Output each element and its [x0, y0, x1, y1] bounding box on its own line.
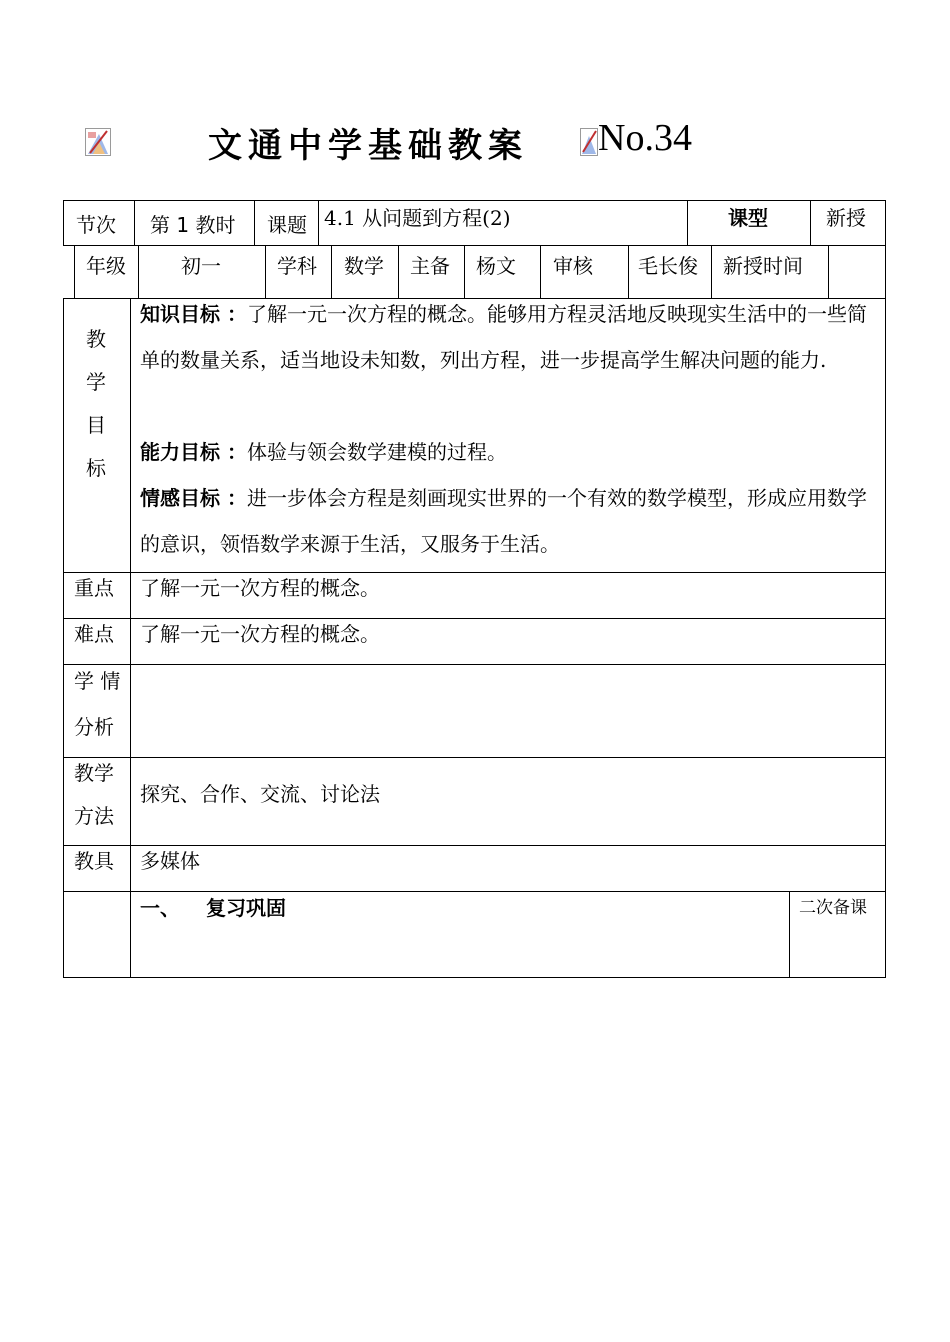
lead-teacher-label: 主备 [410, 254, 450, 278]
review-heading-number: 一、 [140, 896, 180, 920]
lead-teacher-value: 杨文 [476, 254, 516, 278]
subject-label: 学科 [277, 254, 317, 278]
analysis-label-line2: 分析 [74, 715, 114, 739]
ability-goal-text: 体验与领会数学建模的过程。 [246, 440, 507, 464]
knowledge-goal-text: 了解一元一次方程的概念。能够用方程灵活地反映现实生活中的一些简单的数量关系，适当地设未知数，列出方程，进一步提高学生解决问题的能力. [140, 302, 867, 372]
teach-time-label: 新授时间 [723, 254, 803, 278]
analysis-label-line1: 学 情 [74, 669, 121, 693]
grade-label: 年级 [86, 254, 126, 278]
emotion-goal [140, 475, 875, 567]
emotion-goal-text: 进一步体会方程是刻画现实世界的一个有效的数学模型，形成应用数学的意识，领悟数学来源于生活，又服务于生活。 [140, 486, 867, 556]
tools-label: 教具 [74, 849, 114, 873]
section-value: 第 1 教时 [150, 213, 236, 237]
goals-label: 教学目标 [86, 327, 106, 480]
difficulty-text: 了解一元一次方程的概念。 [140, 622, 380, 646]
knowledge-goal [140, 291, 875, 383]
method-label-line2: 方法 [74, 804, 114, 828]
key-point-text: 了解一元一次方程的概念。 [140, 576, 380, 600]
reviewer-value: 毛长俊 [638, 254, 698, 278]
topic-value: 4.1 从问题到方程(2) [324, 206, 511, 230]
difficulty-label: 难点 [74, 622, 114, 646]
knowledge-goal-label: 知识目标 ： [140, 302, 247, 326]
ability-goal-label: 能力目标 ： [140, 440, 247, 464]
ability-goal [140, 429, 875, 475]
school-logo-icon [580, 128, 598, 156]
type-value: 新授 [826, 206, 866, 230]
review-heading-text: 复习巩固 [206, 896, 286, 920]
page-title: 文通中学基础教案 [208, 126, 528, 166]
tools-text: 多媒体 [140, 849, 200, 873]
section-label: 节次 [76, 213, 116, 237]
school-logo-icon [85, 128, 111, 156]
emotion-goal-label: 情感目标 ： [140, 486, 247, 510]
method-label-line1: 教学 [74, 761, 114, 785]
type-label: 课型 [728, 206, 768, 230]
subject-value: 数学 [344, 254, 384, 278]
document-number: No.34 [598, 117, 692, 159]
second-prep-label: 二次备课 [799, 898, 867, 918]
reviewer-label: 审核 [553, 254, 593, 278]
method-text: 探究、合作、交流、讨论法 [140, 782, 380, 806]
grade-value: 初一 [181, 254, 221, 278]
key-point-label: 重点 [74, 576, 114, 600]
topic-label: 课题 [267, 213, 307, 237]
